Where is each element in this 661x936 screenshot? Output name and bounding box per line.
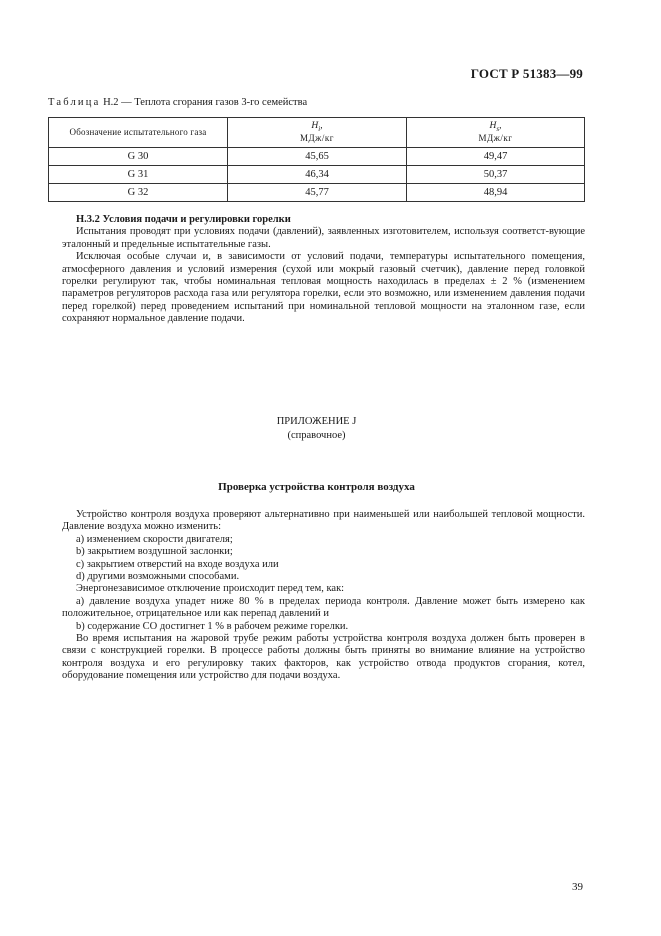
- cell-hi: 45,77: [228, 184, 407, 202]
- cell-gas: G 30: [49, 148, 228, 166]
- appendix-label: ПРИЛОЖЕНИЕ J: [276, 416, 357, 427]
- table-header-row: [49, 118, 585, 148]
- appendix-paragraph-1: Устройство контроля воздуха проверяют альтернативно при наименьшей или наибольшей тепловой мощности. Давление воздуха можно изменить:: [62, 509, 585, 533]
- cell-hs: 50,37: [407, 166, 585, 184]
- col-header-hs: $H_s$, МДж/кг: [407, 118, 585, 148]
- appendix-paragraph-2: Энергонезависимое отключение происходит перед тем, как:: [76, 583, 345, 595]
- list-item: a) изменением скорости двигателя;: [76, 533, 233, 545]
- hs-subscript: s: [496, 125, 500, 134]
- cell-gas: G 32: [49, 184, 228, 202]
- section-title: Н.3.2 Условия подачи и регулировки горелки: [76, 214, 291, 225]
- col-header-hi: $H_i$, МДж/кг: [228, 118, 407, 148]
- table-row: [49, 148, 585, 166]
- list-item: b) содержание СО достигнет 1 % в рабочем режиме горелки.: [76, 620, 349, 632]
- cell-hs: 49,47: [407, 148, 585, 166]
- appendix-paragraph-3: Во время испытания на жаровой трубе режим работы устройства контроля воздуха должен быть проверен в связи с конструкцией горелки. В процессе работы должны быть приняты во внимание влияние на устройство контроля воздуха и его регулировку таких факторов, как устройство отвода продуктов сгорания, котел, оборудование помещения или устройство для подачи воздуха.: [62, 633, 585, 682]
- table-row: [49, 184, 585, 202]
- list-item: c) закрытием отверстий на входе воздуха или: [76, 558, 279, 570]
- table-row: [49, 166, 585, 184]
- hi-symbol: H: [311, 121, 319, 132]
- cell-gas: G 31: [49, 166, 228, 184]
- appendix-note: (справочное): [287, 430, 346, 441]
- table-caption: [48, 97, 307, 108]
- appendix-title: Проверка устройства контроля воздуха: [218, 481, 415, 493]
- section-paragraph-2: Исключая особые случаи и, в зависимости от условий подачи, температуры испытательного помещения, атмосферного давления и условий измерения (сухой или мокрый газовый счетчик), давление перед головкой горелки регулируют так, чтобы номинальная тепловая мощность находилась в пределах ± 2 % (изменением параметров регуляторов расхода газа или регулятора горелки, если это возможно, или изменением давления подачи перед горелкой) перед проведением испытаний при номинальной тепловой мощности на эталонном газе, если сохраняют нормальное давление подачи.: [62, 251, 585, 325]
- table-caption-text: Н.2 — Теплота сгорания газов 3-го семейства: [100, 97, 308, 108]
- list-item: a) давление воздуха упадет ниже 80 % в пределах периода контроля. Давление может быть измерено как положительное, отрицательное или как перепад давлений и: [62, 595, 585, 620]
- hs-symbol: H: [489, 121, 497, 132]
- document-header: ГОСТ Р 51383—99: [470, 66, 583, 81]
- col-header-gas: Обозначение испытательного газа: [49, 118, 228, 148]
- list-item: d) другими возможными способами.: [76, 571, 240, 583]
- cell-hi: 46,34: [228, 166, 407, 184]
- section-paragraph-1: Испытания проводят при условиях подачи (давлений), заявленных изготовителем, используя соответст-вующие эталонный и предельные испытательные газы.: [62, 226, 585, 250]
- hs-unit: МДж/кг: [478, 132, 513, 143]
- table-caption-prefix: Таблица: [48, 97, 101, 108]
- hi-unit: МДж/кг: [300, 132, 334, 143]
- section-h32: [62, 214, 585, 326]
- cell-hi: 45,65: [228, 148, 407, 166]
- appendix-body: [62, 509, 585, 683]
- list-item: b) закрытием воздушной заслонки;: [76, 546, 233, 558]
- hi-subscript: i: [318, 125, 321, 134]
- cell-hs: 48,94: [407, 184, 585, 202]
- page-number: 39: [572, 881, 583, 893]
- heat-of-combustion-table: [48, 117, 585, 202]
